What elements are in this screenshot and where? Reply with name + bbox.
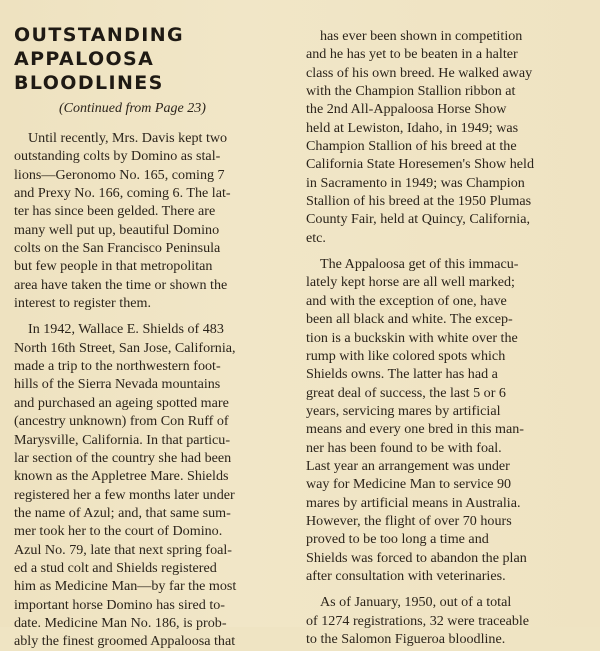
text-line: interest to register them. bbox=[14, 295, 151, 312]
text-line: years, servicing mares by artificial bbox=[306, 402, 501, 419]
text-line: mares by artificial means in Australia. bbox=[306, 494, 521, 511]
text-line: date. Medicine Man No. 186, is prob- bbox=[14, 614, 227, 631]
text-line: been all black and white. The excep- bbox=[306, 311, 513, 328]
text-line: The Appaloosa get of this immacu- bbox=[320, 256, 519, 273]
text-line: means and every one bred in this man- bbox=[306, 421, 524, 438]
paragraph bbox=[14, 129, 286, 312]
text-line: California State Horesemen's Show held bbox=[306, 156, 534, 173]
text-line: outstanding colts by Domino as stal- bbox=[14, 148, 221, 165]
text-line: important horse Domino has sired to- bbox=[14, 596, 225, 613]
paragraph bbox=[14, 320, 286, 650]
text-line: lar section of the country she had been bbox=[14, 449, 232, 466]
text-line: him as Medicine Man—by far the most bbox=[14, 578, 237, 595]
text-line: In 1942, Wallace E. Shields of 483 bbox=[28, 321, 224, 338]
text-line: rump with like colored spots which bbox=[306, 347, 506, 364]
text-line: registered her a few months later under bbox=[14, 486, 235, 503]
text-line: North 16th Street, San Jose, California, bbox=[14, 339, 236, 356]
title-line: APPALOOSA bbox=[14, 48, 155, 70]
text-line: to the Salomon Figueroa bloodline. bbox=[306, 631, 506, 647]
text-line: lions—Geronomo No. 165, coming 7 bbox=[14, 166, 225, 183]
text-line: and he has yet to be beaten in a halter bbox=[306, 46, 518, 63]
text-line: held at Lewiston, Idaho, in 1949; was bbox=[306, 119, 519, 136]
text-line: of 1274 registrations, 32 were traceable bbox=[306, 612, 530, 629]
text-line: with the Champion Stallion ribbon at bbox=[306, 83, 516, 100]
text-line: and purchased an ageing spotted mare bbox=[14, 394, 229, 411]
text-line: ably the finest groomed Appaloosa that bbox=[14, 633, 236, 650]
text-line: colts on the San Francisco Peninsula bbox=[14, 240, 221, 257]
right-column bbox=[306, 27, 591, 648]
text-line: and Prexy No. 166, coming 6. The lat- bbox=[14, 185, 231, 202]
text-line: way for Medicine Man to service 90 bbox=[306, 476, 512, 493]
text-line: Shields owns. The latter has had a bbox=[306, 366, 498, 383]
paragraph bbox=[306, 27, 591, 247]
text-line: Marysville, California. In that particu- bbox=[14, 431, 231, 448]
continued-note: (Continued from Page 23) bbox=[59, 101, 206, 116]
text-line: mer took her to the court of Domino. bbox=[14, 523, 223, 540]
text-line: Shields was forced to abandon the plan bbox=[306, 549, 527, 566]
text-line: the 2nd All-Appaloosa Horse Show bbox=[306, 101, 507, 118]
text-line: and with the exception of one, have bbox=[306, 292, 507, 309]
text-line: Until recently, Mrs. Davis kept two bbox=[28, 130, 228, 146]
text-line: Last year an arrangement was under bbox=[306, 457, 510, 474]
text-line: in Sacramento in 1949; was Champion bbox=[306, 174, 525, 191]
text-line: (ancestry unknown) from Con Ruff of bbox=[14, 413, 229, 430]
text-line: ter has since been gelded. There are bbox=[14, 203, 216, 220]
text-line: many well put up, beautiful Domino bbox=[14, 221, 220, 238]
title-line: OUTSTANDING bbox=[14, 24, 185, 46]
article-title bbox=[14, 23, 274, 95]
text-line: the name of Azul; and, that same sum- bbox=[14, 504, 231, 521]
text-line: Stallion of his breed at the 1950 Plumas bbox=[306, 193, 532, 210]
text-line: However, the flight of over 70 hours bbox=[306, 512, 512, 529]
text-line: tion is a buckskin with white over the bbox=[306, 329, 518, 346]
text-line: proved to be too long a time and bbox=[306, 531, 489, 548]
text-line: County Fair, held at Quincy, California, bbox=[306, 211, 530, 228]
text-line: Azul No. 79, late that next spring foal- bbox=[14, 541, 233, 558]
text-line: etc. bbox=[306, 229, 326, 246]
text-line: Champion Stallion of his breed at the bbox=[306, 138, 517, 155]
title-line: BLOODLINES bbox=[14, 72, 164, 94]
text-line: after consultation with veterinaries. bbox=[306, 567, 506, 584]
text-line: made a trip to the northwestern foot- bbox=[14, 358, 221, 375]
text-line: known as the Appletree Mare. Shields bbox=[14, 468, 229, 485]
left-column bbox=[14, 129, 286, 651]
text-line: class of his own breed. He walked away bbox=[306, 64, 533, 81]
text-line: but few people in that metropolitan bbox=[14, 258, 213, 275]
text-line: area have taken the time or shown the bbox=[14, 276, 228, 293]
paragraph bbox=[306, 593, 591, 648]
paragraph bbox=[306, 255, 591, 585]
text-line: has ever been shown in competition bbox=[320, 28, 523, 44]
text-line: lately kept horse are all well marked; bbox=[306, 274, 515, 291]
text-line: As of January, 1950, out of a total bbox=[320, 594, 512, 611]
text-line: great deal of success, the last 5 or 6 bbox=[306, 384, 506, 401]
text-line: ner has been found to be with foal. bbox=[306, 439, 502, 456]
text-line: hills of the Sierra Nevada mountains bbox=[14, 376, 221, 393]
text-line: ed a stud colt and Shields registered bbox=[14, 559, 217, 576]
